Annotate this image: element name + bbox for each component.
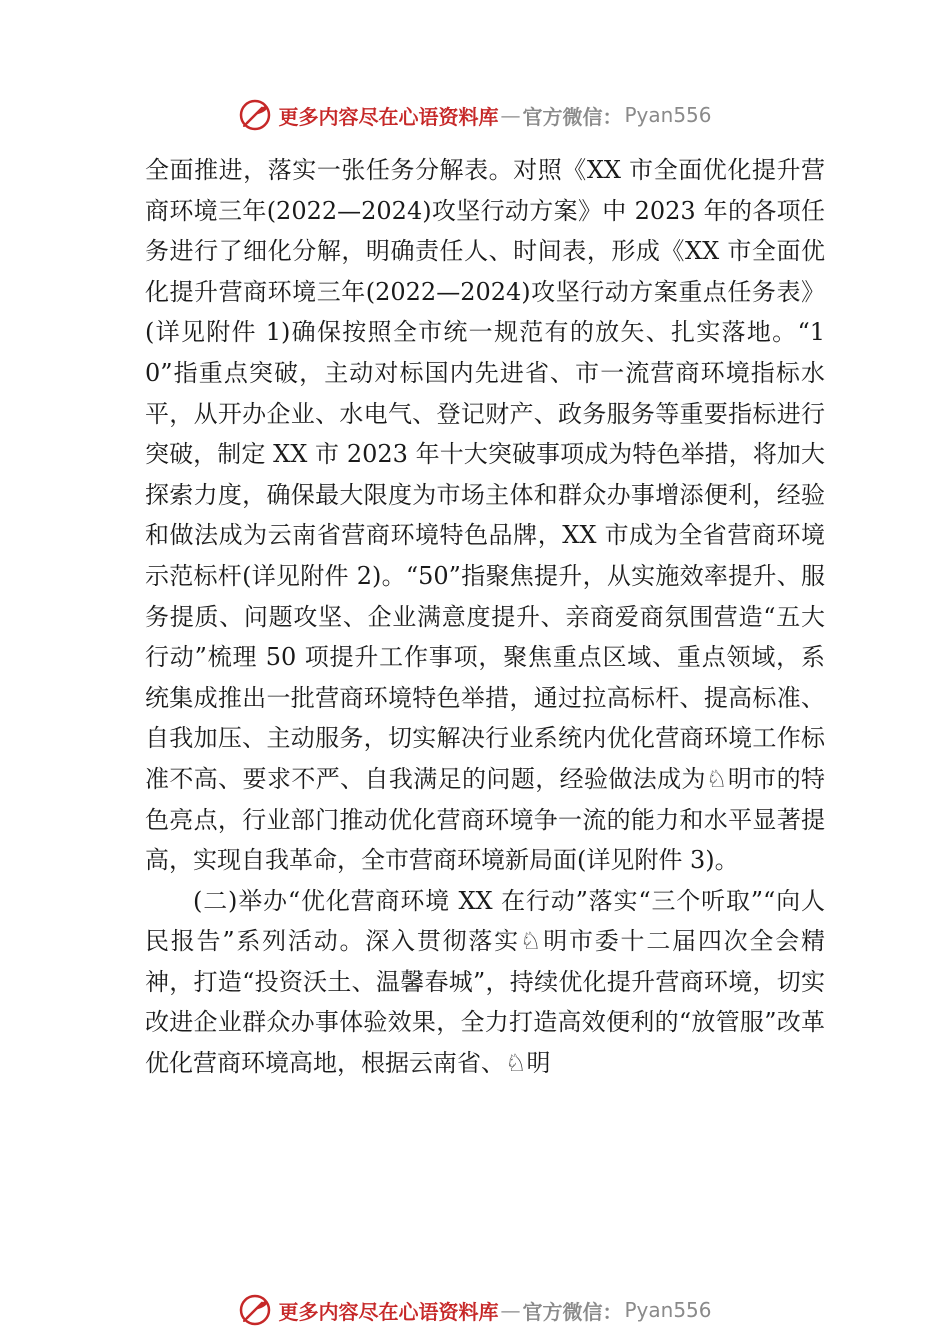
quill-seal-icon <box>238 1293 272 1327</box>
banner-wechat-label: 官方微信： <box>522 1299 623 1324</box>
footer-banner <box>0 1290 950 1330</box>
banner-wechat-label: 官方微信： <box>522 104 623 129</box>
banner-dash: — <box>500 1298 521 1322</box>
header-banner <box>0 95 950 135</box>
paragraph-2: (二)举办“优化营商环境 XX 在行动”落实“三个听取”“向人民报告”系列活动。深入贯彻落实♘明市委十二届四次全会精神，打造“投资沃土、温馨春城”，持续优化提升营商环境，切实改进企业群众办事体验效果，全力打造高效便利的“放管服”改革优化营商环境高地，根据云南省、♘明 <box>145 886 825 1078</box>
document-body <box>145 150 825 1084</box>
banner-wechat-id: Pyan556 <box>624 103 712 127</box>
banner-dash: — <box>500 103 521 127</box>
banner-main-text: 更多内容尽在心语资料库 <box>278 104 499 129</box>
banner-main-text: 更多内容尽在心语资料库 <box>278 1299 499 1324</box>
banner-wechat-id: Pyan556 <box>624 1298 712 1322</box>
paragraph-1: 全面推进，落实一张任务分解表。对照《XX 市全面优化提升营商环境三年(2022—2024)攻坚行动方案》中 2023 年的各项任务进行了细化分解，明确责任人、时间表，形成《XX 市全面优化提升营商环境三年(2022—2024)攻坚行动方案重点任务表》(详见附件 1)确保按照全市统一规范有的放矢、扎实落地。“10”指重点突破，主动对标国内先进省、市一流营商环境指标水平，从开办企业、水电气、登记财产、政务服务等重要指标进行突破，制定 XX 市 2023 年十大突破事项成为特色举措，将加大探索力度，确保最大限度为市场主体和群众办事增添便利，经验和做法成为云南省营商环境特色品牌，XX 市成为全省营商环境示范标杆(详见附件 2)。“50”指聚焦提升，从实施效率提升、服务提质、问题攻坚、企业满意度提升、亲商爱商氛围营造“五大行动”梳理 50 项提升工作事项，聚焦重点区域、重点领域，系统集成推出一批营商环境特色举措，通过拉高标杆、提高标准、自我加压、主动服务，切实解决行业系统内优化营商环境工作标准不高、要求不严、自我满足的问题，经验做法成为♘明市的特色亮点，行业部门推动优化营商环境争一流的能力和水平显著提高，实现自我革命，全市营商环境新局面(详见附件 3)。 <box>145 156 825 875</box>
quill-seal-icon <box>238 98 272 132</box>
